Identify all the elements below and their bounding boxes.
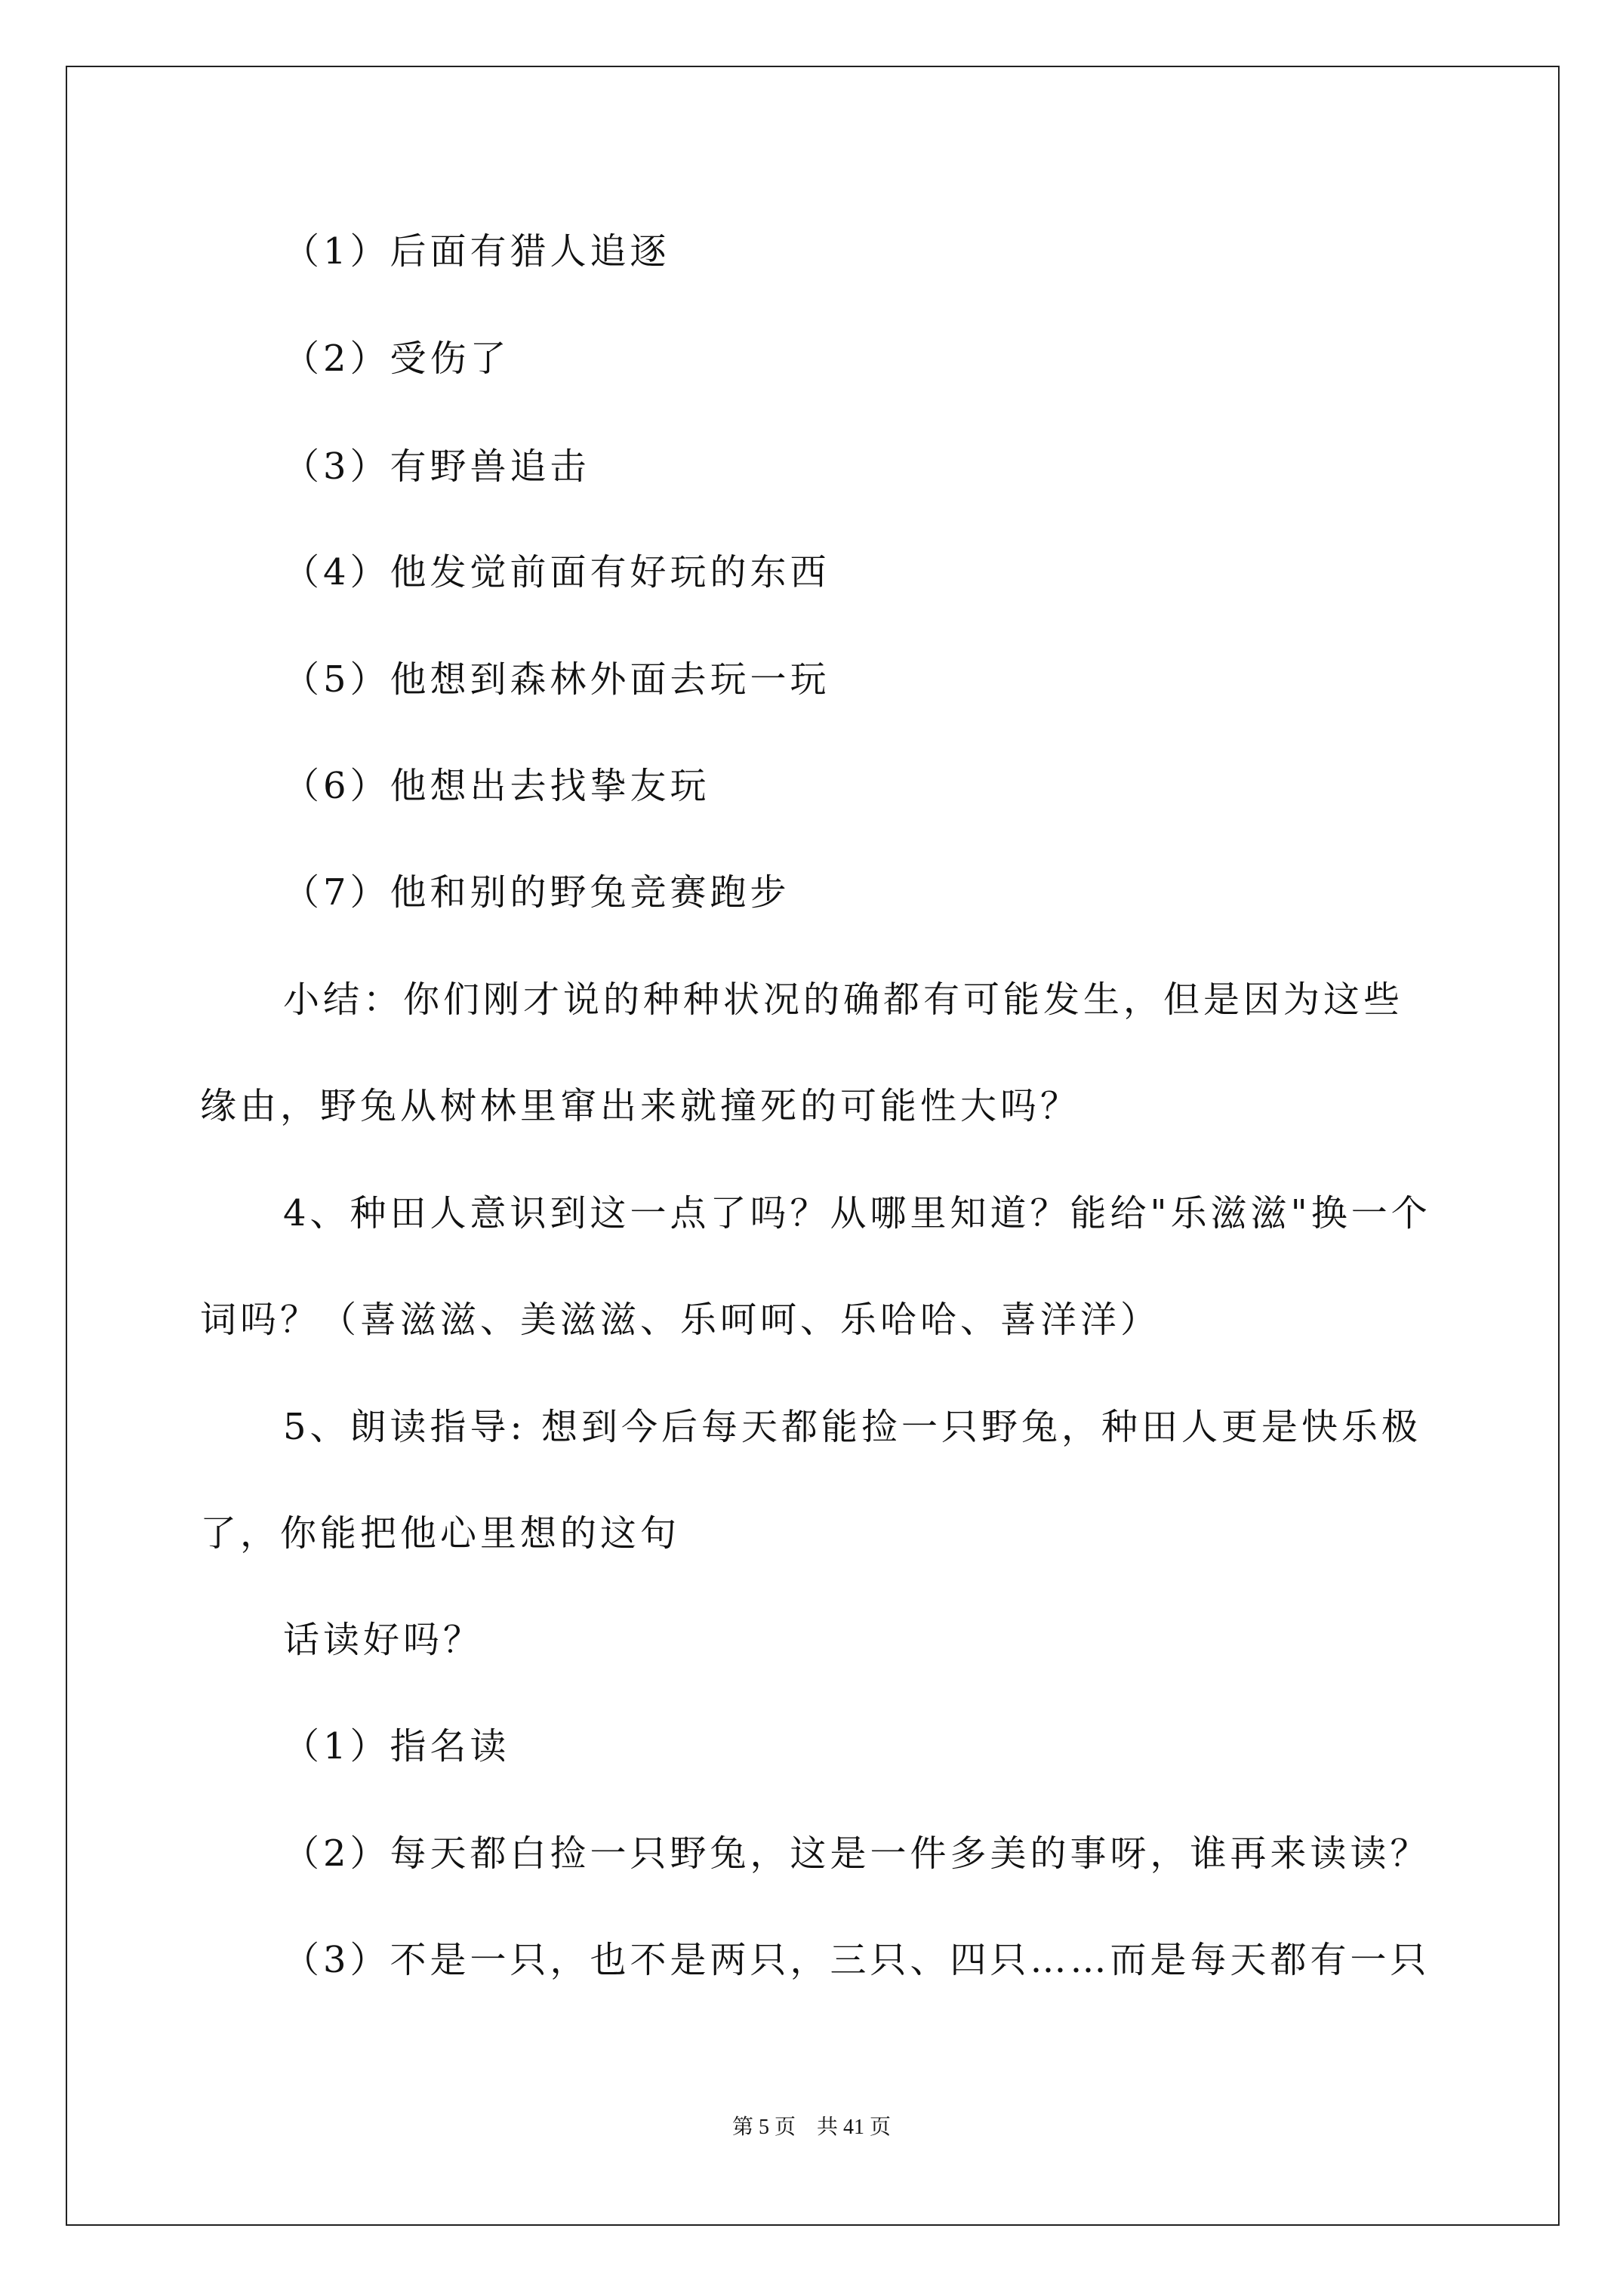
text-line: （3）有野兽追击	[283, 445, 590, 488]
page-footer: 第 5 页 共 41 页	[731, 2116, 891, 2139]
page-border	[66, 66, 1560, 2226]
text-line: 5、朗读指导: 想到今后每天都能捡一只野兔，种田人更是快乐极	[283, 1406, 1421, 1448]
text-line: （3）不是一只，也不是两只，三只、四只……而是每天都有一只	[283, 1939, 1431, 1981]
text-line: （2）受伤了	[283, 337, 510, 380]
text-line: （7）他和别的野兔竞赛跑步	[283, 871, 790, 914]
text-line: （4）他发觉前面有好玩的东西	[283, 551, 830, 593]
text-line: 了，你能把他心里想的这句	[200, 1512, 681, 1555]
text-line: 小结：你们刚才说的种种状况的确都有可能发生，但是因为这些	[283, 978, 1404, 1021]
text-line: （1）指名读	[283, 1725, 510, 1767]
text-line: 词吗？（喜滋滋、美滋滋、乐呵呵、乐哈哈、喜洋洋）	[200, 1299, 1161, 1341]
text-line: （2）每天都白捡一只野兔，这是一件多美的事呀，谁再来读读？	[283, 1832, 1431, 1875]
text-line: （5）他想到森林外面去玩一玩	[283, 658, 830, 701]
text-line: （6）他想出去找挚友玩	[283, 765, 710, 807]
text-line: （1）后面有猎人追逐	[283, 230, 670, 273]
text-line: 4、种田人意识到这一点了吗？从哪里知道？能给"乐滋滋"换一个	[283, 1192, 1431, 1234]
text-line: 缘由，野兔从树林里窜出来就撞死的可能性大吗？	[200, 1085, 1081, 1127]
text-line: 话读好吗？	[283, 1619, 484, 1661]
